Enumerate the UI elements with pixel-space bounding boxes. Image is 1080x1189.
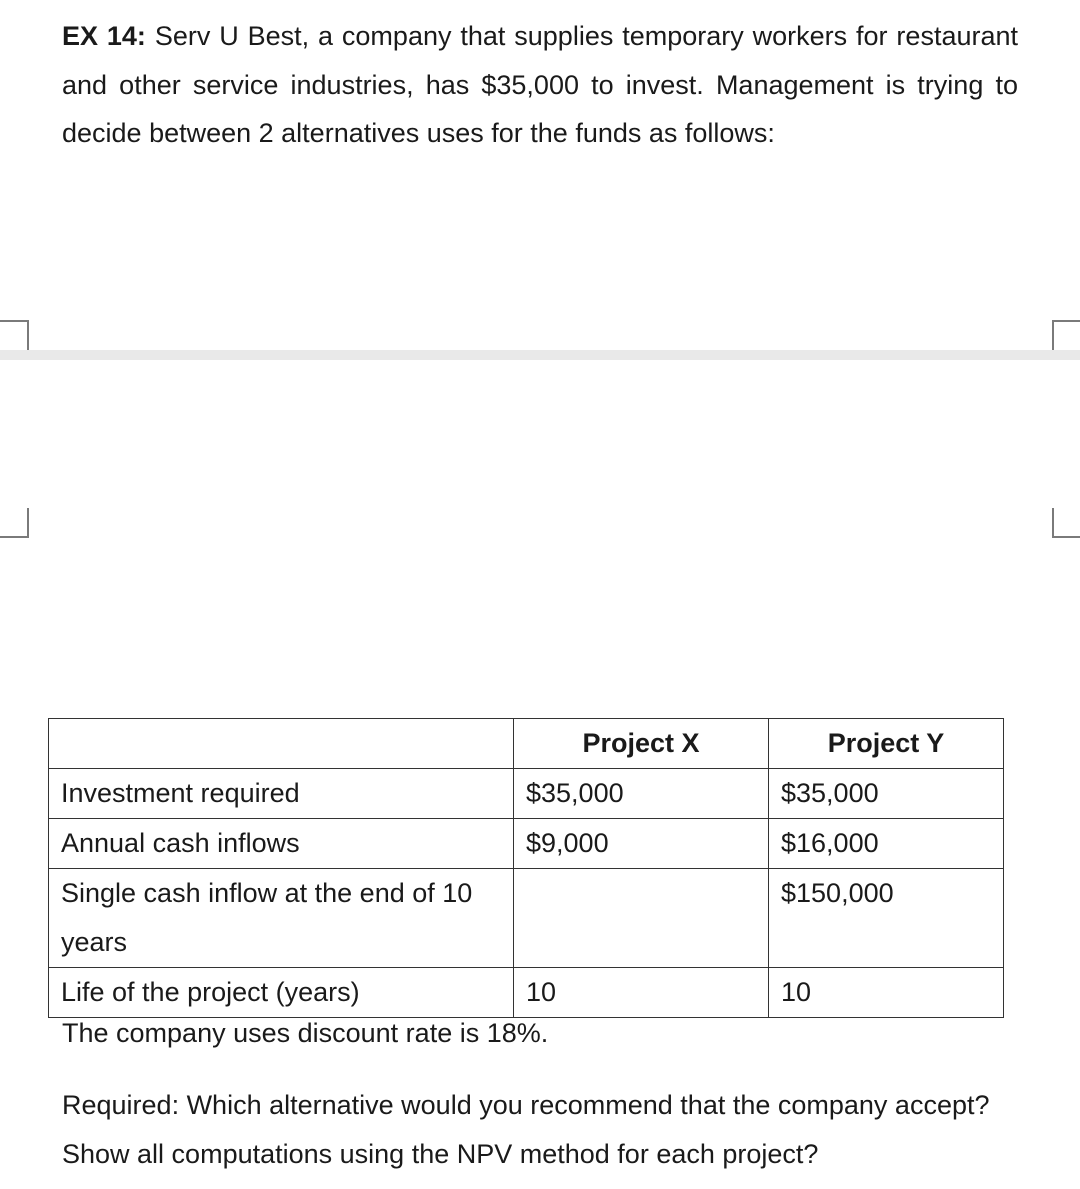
project-x-value: 10 bbox=[514, 968, 769, 1018]
problem-text: Serv U Best, a company that supplies temporary workers for restaurant and other service industries, has $35,000 to invest. Management is trying to decide between 2 alternatives uses for the funds as follows: bbox=[62, 21, 1019, 148]
project-y-value: $150,000 bbox=[769, 869, 1004, 968]
row-label: Annual cash inflows bbox=[49, 819, 514, 869]
table-row bbox=[49, 819, 1004, 869]
table-header-project-y: Project Y bbox=[769, 719, 1004, 769]
project-y-value: $35,000 bbox=[769, 769, 1004, 819]
required-question bbox=[62, 1081, 1052, 1179]
exercise-label: EX 14: bbox=[62, 21, 146, 51]
row-label: Single cash inflow at the end of 10 years bbox=[49, 869, 514, 968]
project-y-value: 10 bbox=[769, 968, 1004, 1018]
table-header-project-x: Project X bbox=[514, 719, 769, 769]
page-corner-mark bbox=[1052, 508, 1080, 538]
page-corner-mark bbox=[0, 320, 29, 350]
discount-rate-note: The company uses discount rate is 18%. bbox=[62, 1018, 549, 1048]
project-x-value: $9,000 bbox=[514, 819, 769, 869]
table-header-row bbox=[49, 719, 1004, 769]
required-line: Show all computations using the NPV method for each project? bbox=[62, 1139, 819, 1169]
table-header-blank bbox=[49, 719, 514, 769]
project-y-value: $16,000 bbox=[769, 819, 1004, 869]
project-x-value: $35,000 bbox=[514, 769, 769, 819]
page-corner-mark bbox=[1052, 320, 1080, 350]
problem-statement bbox=[62, 12, 1018, 158]
table-row bbox=[49, 769, 1004, 819]
row-label: Investment required bbox=[49, 769, 514, 819]
table-row bbox=[49, 869, 1004, 968]
project-x-value bbox=[514, 869, 769, 968]
required-line: Required: Which alternative would you recommend that the company accept? bbox=[62, 1090, 990, 1120]
page-corner-mark bbox=[0, 508, 29, 538]
page-break bbox=[0, 350, 1080, 360]
row-label: Life of the project (years) bbox=[49, 968, 514, 1018]
project-comparison-table bbox=[48, 718, 1004, 1018]
